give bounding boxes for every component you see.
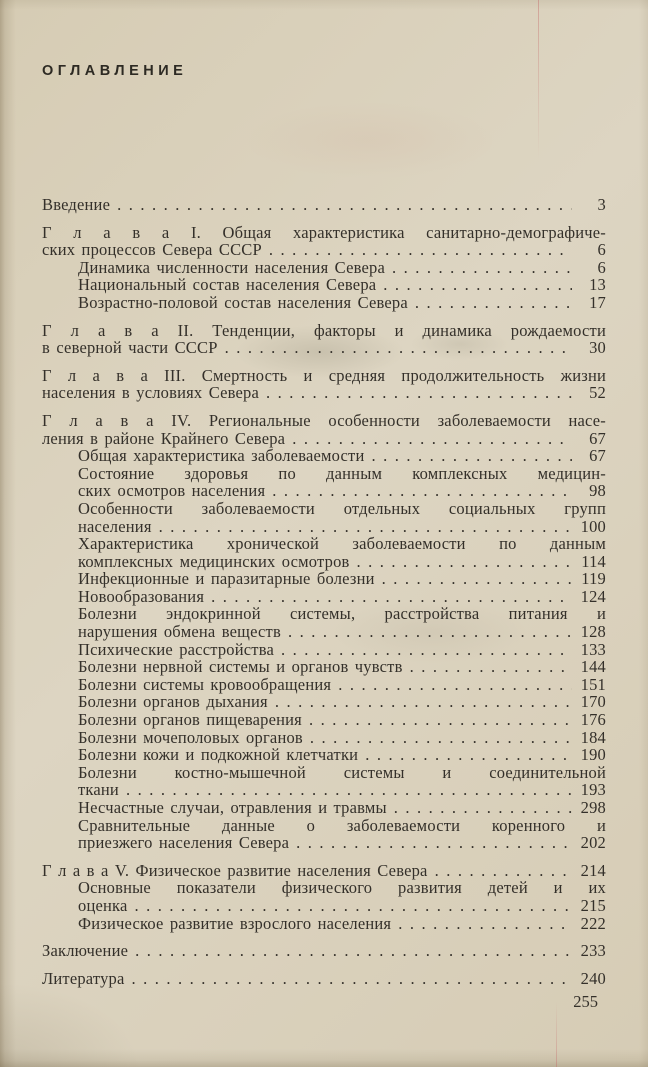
toc-row (42, 322, 606, 340)
dot-leader (266, 384, 572, 402)
toc-page-number: 124 (580, 586, 606, 606)
toc-entry-text: Болезни системы кровообращения (78, 674, 332, 694)
toc-entry-text: Болезни эндокринной системы, расстройства питания и (78, 604, 606, 624)
toc-row (42, 465, 606, 483)
toc-page-number: 202 (580, 833, 606, 853)
toc-row (42, 412, 606, 430)
toc-entry-text: Болезни костно-мышечной системы и соединительной (78, 762, 606, 782)
dot-leader (372, 447, 573, 465)
toc-row (42, 942, 606, 960)
toc-entry-text: оценка (78, 895, 128, 915)
toc-row (42, 605, 606, 623)
toc-row (42, 224, 606, 242)
toc-row (42, 535, 606, 553)
toc-entry-text: в северной части СССР (42, 338, 218, 358)
toc-entry-text: Инфекционные и паразитарные болезни (78, 569, 375, 589)
dot-leader (292, 430, 572, 448)
toc-page-number: 184 (580, 727, 606, 747)
toc-page-number: 67 (589, 428, 606, 448)
toc-entry-text: Характеристика хронической заболеваемости по данным (78, 534, 606, 554)
toc-entry-text: Болезни мочеполовых органов (78, 727, 303, 747)
toc-entry-text: Г л а в а V. Физическое развитие населения Севера (42, 860, 428, 880)
toc-page-number: 193 (580, 780, 606, 800)
toc-row (42, 711, 606, 729)
toc-entry-text: Национальный состав населения Севера (78, 275, 377, 295)
toc-heading: ОГЛАВЛЕНИЕ (42, 63, 188, 79)
dot-leader (275, 693, 572, 711)
dot-leader (310, 729, 572, 747)
toc-page-number: 298 (580, 798, 606, 817)
toc-page-number: 3 (597, 195, 606, 214)
toc-entry-text: Г л а в а III. Смертность и средняя продолжительность жизни (42, 365, 606, 385)
toc-page-number: 151 (580, 674, 606, 694)
dot-leader (338, 676, 572, 694)
toc-row (42, 570, 606, 588)
toc-page-number: 176 (580, 710, 606, 730)
toc-row (42, 658, 606, 676)
dot-leader (281, 641, 572, 659)
toc-row (42, 259, 606, 277)
dot-leader (135, 897, 572, 915)
toc-row (42, 641, 606, 659)
toc-page-number: 52 (589, 383, 606, 403)
toc-page-number: 13 (589, 275, 606, 295)
toc-entry-text: Введение (42, 195, 111, 214)
toc-entry-text: Новообразования (78, 586, 205, 606)
toc-entry-text: Г л а в а IV. Региональные особенности заболеваемости насе- (42, 410, 606, 430)
dot-leader (383, 276, 572, 294)
toc-row (42, 729, 606, 747)
dot-leader (382, 570, 572, 588)
toc-row (42, 817, 606, 835)
dot-leader (357, 553, 572, 571)
toc-entry-text: Болезни кожи и подкожной клетчатки (78, 745, 359, 765)
dot-leader (398, 915, 572, 933)
dot-leader (392, 259, 572, 277)
toc-page-number: 128 (580, 622, 606, 642)
toc-row (42, 430, 606, 448)
toc-entry-text: Физическое развитие взрослого населения (78, 913, 392, 933)
toc-page-number: 100 (580, 516, 606, 536)
toc-page-number: 6 (597, 240, 606, 260)
toc-entry-text: Литература (42, 968, 125, 988)
dot-leader (296, 834, 572, 852)
dot-leader (394, 799, 572, 817)
red-margin-line-top (538, 0, 539, 160)
toc-page-number: 133 (580, 639, 606, 659)
toc-entry-text: населения (78, 516, 152, 536)
toc-entry-text: Особенности заболеваемости отдельных социальных групп (78, 498, 606, 518)
toc-entry-text: Основные показатели физического развития детей и их (78, 878, 606, 898)
toc-row (42, 276, 606, 294)
toc-page-number: 214 (580, 860, 606, 880)
toc-entry-text: ткани (78, 780, 119, 800)
toc-entry-text: Болезни нервной системы и органов чувств (78, 657, 403, 677)
dot-leader (415, 294, 572, 312)
toc-page-number: 215 (580, 895, 606, 915)
toc-row (42, 553, 606, 571)
toc-row (42, 241, 606, 259)
toc-row (42, 367, 606, 385)
toc-row (42, 339, 606, 357)
dot-leader (288, 623, 572, 641)
toc-row (42, 897, 606, 915)
dot-leader (126, 781, 572, 799)
toc-page-number: 30 (589, 338, 606, 358)
dot-leader (132, 970, 572, 988)
toc-row (42, 500, 606, 518)
toc-entry-text: Г л а в а I. Общая характеристика санитарно-демографиче- (42, 222, 606, 242)
dot-leader (211, 588, 572, 606)
toc-row (42, 518, 606, 536)
toc-row (42, 693, 606, 711)
toc-entry-text: приезжего населения Севера (78, 833, 290, 853)
toc-page-number: 119 (581, 569, 606, 589)
toc-row (42, 676, 606, 694)
toc-row (42, 970, 606, 988)
dot-leader (269, 241, 572, 259)
toc-entry-text: Несчастные случаи, отравления и травмы (78, 798, 387, 817)
toc-row (42, 196, 606, 214)
dot-leader (365, 746, 572, 764)
toc-page-number: 222 (580, 913, 606, 933)
toc-page-number: 190 (580, 745, 606, 765)
toc-page-number: 67 (589, 446, 606, 466)
toc-entry-text: Сравнительные данные о заболеваемости коренного и (78, 815, 606, 835)
toc-entry-text: Заключение (42, 941, 129, 961)
toc-entry-text: Г л а в а II. Тенденции, факторы и динамика рождаемости (42, 320, 606, 340)
dot-leader (435, 862, 572, 880)
toc-entry-text: ления в районе Крайнего Севера (42, 428, 286, 448)
dot-leader (410, 658, 572, 676)
toc-page-number: 144 (580, 657, 606, 677)
toc-entry-text: Болезни органов пищеварения (78, 710, 302, 730)
toc-entry-text: Общая характеристика заболеваемости (78, 446, 365, 466)
toc-row (42, 862, 606, 880)
table-of-contents (42, 196, 606, 987)
toc-row (42, 799, 606, 817)
toc-row (42, 746, 606, 764)
toc-page-number: 233 (580, 941, 606, 961)
toc-row (42, 588, 606, 606)
toc-page-number: 240 (580, 968, 606, 988)
toc-page-number: 98 (589, 481, 606, 501)
toc-entry-text: ских процессов Севера СССР (42, 240, 262, 260)
toc-entry-text: населения в условиях Севера (42, 383, 260, 403)
toc-row (42, 764, 606, 782)
toc-row (42, 915, 606, 933)
toc-row (42, 879, 606, 897)
folio-page-number: 255 (573, 992, 598, 1011)
red-margin-line-bottom (556, 1002, 557, 1067)
dot-leader (117, 196, 572, 214)
toc-page-number: 17 (589, 292, 606, 312)
dot-leader (225, 339, 572, 357)
toc-row (42, 447, 606, 465)
dot-leader (135, 942, 572, 960)
toc-entry-text: Психические расстройства (78, 639, 274, 659)
dot-leader (159, 518, 572, 536)
toc-row (42, 482, 606, 500)
toc-page-number: 114 (581, 551, 606, 571)
toc-row (42, 623, 606, 641)
toc-page-number: 6 (597, 257, 606, 277)
toc-entry-text: Возрастно-половой состав населения Севера (78, 292, 408, 312)
toc-row (42, 384, 606, 402)
toc-row (42, 781, 606, 799)
toc-row (42, 834, 606, 852)
toc-page-number: 170 (580, 692, 606, 712)
toc-entry-text: Болезни органов дыхания (78, 692, 268, 712)
toc-entry-text: Динамика численности населения Севера (78, 257, 385, 277)
toc-entry-text: комплексных медицинских осмотров (78, 551, 350, 571)
dot-leader (309, 711, 572, 729)
toc-entry-text: ских осмотров населения (78, 481, 266, 501)
toc-row (42, 294, 606, 312)
toc-entry-text: нарушения обмена веществ (78, 622, 281, 642)
dot-leader (272, 482, 572, 500)
toc-entry-text: Состояние здоровья по данным комплексных медицин- (78, 463, 606, 483)
